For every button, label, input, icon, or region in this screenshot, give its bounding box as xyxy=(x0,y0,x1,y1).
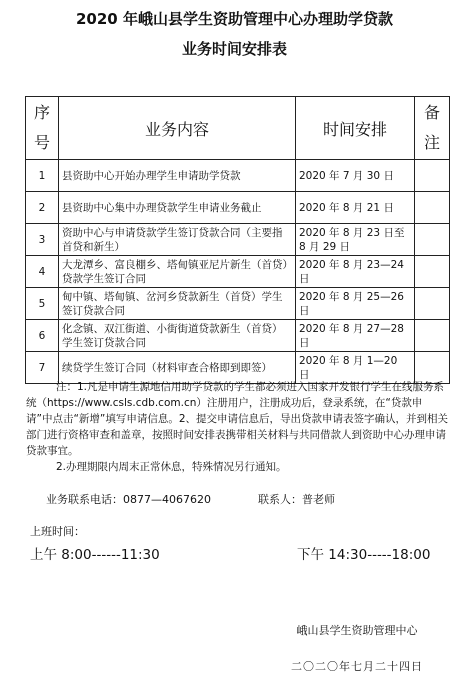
row-content: 大龙潭乡、富良棚乡、塔甸镇亚尼片新生（首贷）贷款学生签订合同 xyxy=(59,256,296,288)
person-label: 联系人： xyxy=(258,493,302,506)
row-note xyxy=(415,320,450,352)
note-2: 2.办理期限内周末正常休息，特殊情况另行通知。 xyxy=(56,461,287,473)
row-content: 续贷学生签订合同（材料审查合格即到即签） xyxy=(59,352,296,384)
person-contact xyxy=(258,491,335,507)
phone-number: 0877—4067620 xyxy=(123,493,211,506)
row-note xyxy=(415,256,450,288)
row-number: 7 xyxy=(26,352,59,384)
header-time: 时间安排 xyxy=(296,97,415,160)
header-content: 业务内容 xyxy=(59,97,296,160)
row-number: 3 xyxy=(26,224,59,256)
table-row xyxy=(26,224,450,256)
row-number: 6 xyxy=(26,320,59,352)
row-time: 2020 年 8 月 25—26 日 xyxy=(296,288,415,320)
row-content: 甸中镇、塔甸镇、岔河乡贷款新生（首贷）学生签订贷款合同 xyxy=(59,288,296,320)
row-time: 2020 年 8 月 23 日至 8 月 29 日 xyxy=(296,224,415,256)
row-note xyxy=(415,192,450,224)
table-row xyxy=(26,256,450,288)
row-number: 1 xyxy=(26,160,59,192)
afternoon-hours: 下午 14:30-----18:00 xyxy=(297,547,431,563)
row-number: 2 xyxy=(26,192,59,224)
table-row xyxy=(26,192,450,224)
row-note xyxy=(415,288,450,320)
header-note: 备注 xyxy=(415,97,450,160)
phone-contact xyxy=(46,491,211,507)
table-row xyxy=(26,320,450,352)
phone-label: 业务联系电话： xyxy=(46,493,123,506)
document-title-line2: 业务时间安排表 xyxy=(181,40,287,58)
row-time: 2020 年 8 月 1—20 日 xyxy=(296,352,415,384)
row-content: 资助中心与申请贷款学生签订贷款合同（主要指首贷和新生） xyxy=(59,224,296,256)
document-title-line1: 2020 年峨山县学生资助管理中心办理助学贷款 xyxy=(76,10,393,28)
row-content: 县资助中心开始办理学生申请助学贷款 xyxy=(59,160,296,192)
row-note xyxy=(415,160,450,192)
row-number: 5 xyxy=(26,288,59,320)
row-time: 2020 年 8 月 27—28 日 xyxy=(296,320,415,352)
notes-section xyxy=(26,379,448,475)
table-row xyxy=(26,288,450,320)
schedule-table xyxy=(25,96,450,384)
row-time: 2020 年 8 月 23—24 日 xyxy=(296,256,415,288)
row-note xyxy=(415,224,450,256)
person-name: 普老师 xyxy=(302,493,335,506)
issuing-organization: 峨山县学生资助管理中心 xyxy=(296,624,418,637)
row-number: 4 xyxy=(26,256,59,288)
row-time: 2020 年 7 月 30 日 xyxy=(296,160,415,192)
table-header-row xyxy=(26,97,450,160)
work-time-label: 上班时间： xyxy=(30,525,85,538)
header-number: 序号 xyxy=(26,97,59,160)
issue-date: 二〇二〇年七月二十四日 xyxy=(291,660,423,673)
row-content: 化念镇、双江街道、小街街道贷款新生（首贷）学生签订贷款合同 xyxy=(59,320,296,352)
row-time: 2020 年 8 月 21 日 xyxy=(296,192,415,224)
morning-hours: 上午 8:00------11:30 xyxy=(30,547,160,563)
note-1: 注：1.凡是申请生源地信用助学贷款的学生都必须进入国家开发银行学生在线服务系统（https://www.csls.cdb.com.cn）注册用户，注册成功后，登录系统，在“贷款申请”中点击“新增”填写申请信息。2、提交申请信息后，导出贷款申请表签字确认，并到相关部门进行资格审查和盖章，按照时间安排表携带相关材料与共同借款人到资助中心办理申请贷款事宜。 xyxy=(26,381,448,457)
row-content: 县资助中心集中办理贷款学生申请业务截止 xyxy=(59,192,296,224)
table-row xyxy=(26,160,450,192)
